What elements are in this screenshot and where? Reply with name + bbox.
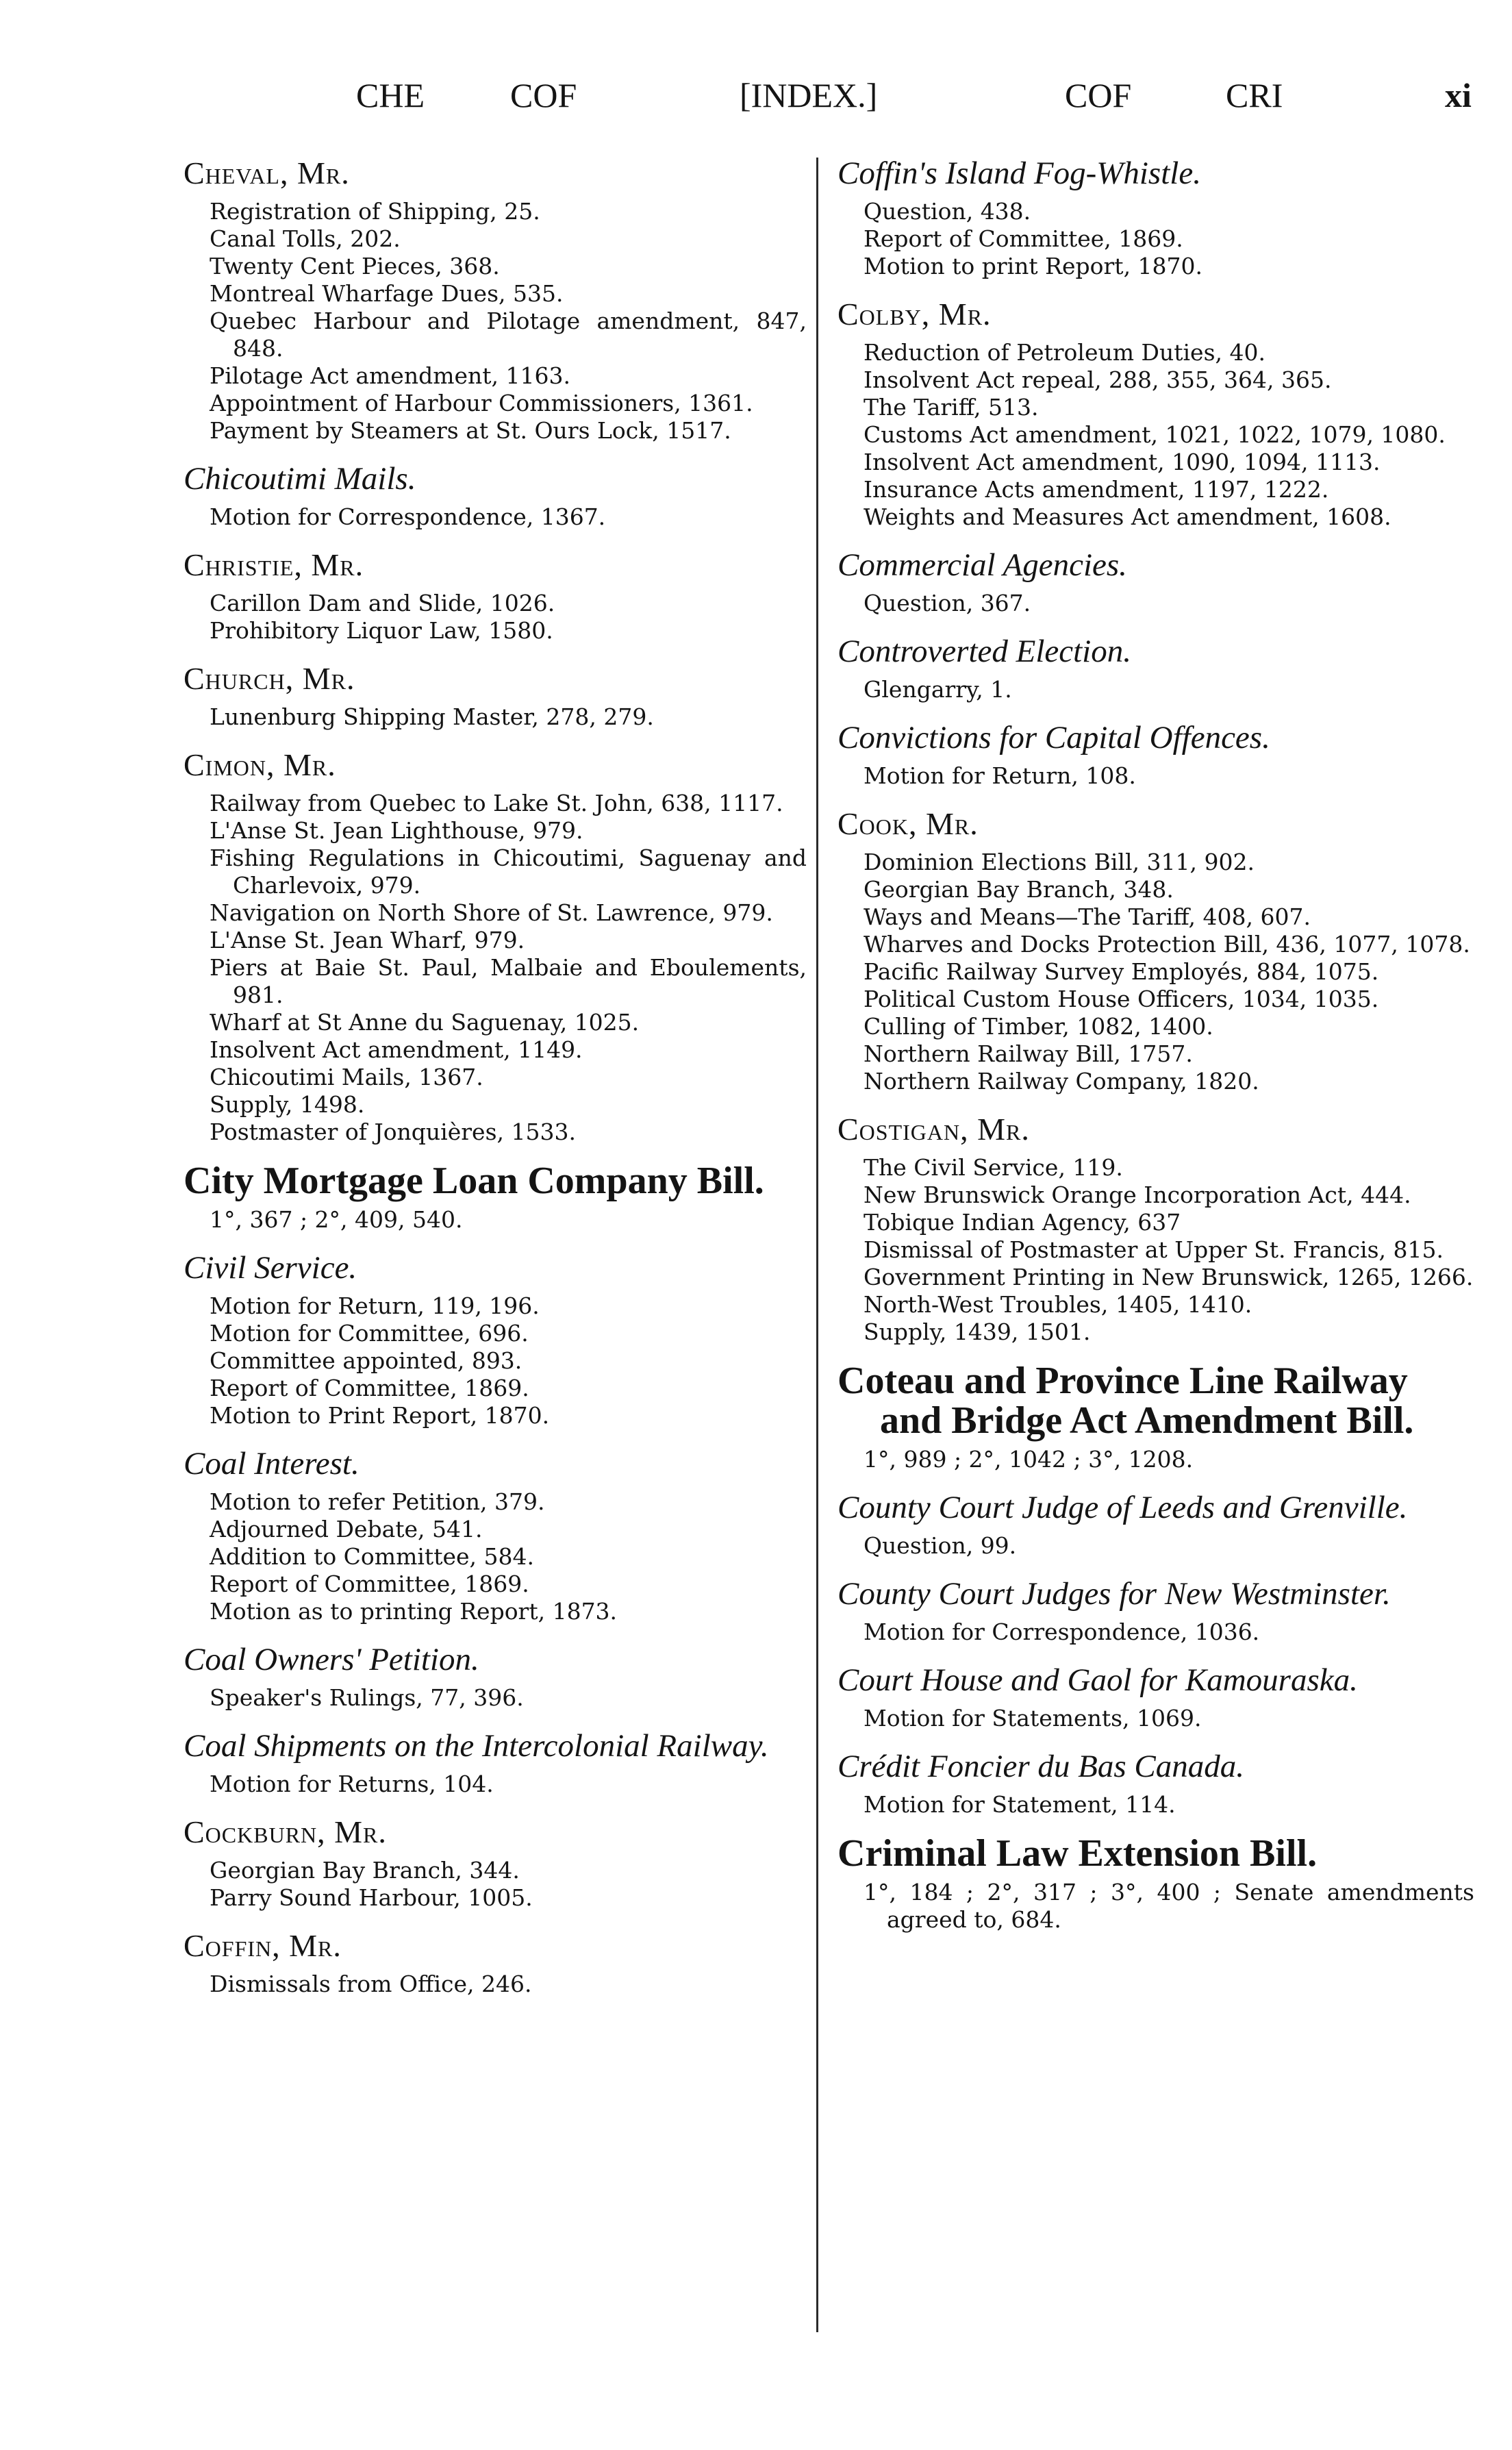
index-section [184,1445,807,1625]
index-section [184,1249,807,1429]
index-heading: Chicoutimi Mails. [184,461,416,497]
index-section [184,154,807,445]
entry-list [184,503,807,531]
index-entry: Wharf at St Anne du Saguenay, 1025. [210,1009,640,1036]
index-heading: Coffin, Mr. [184,1928,342,1963]
index-entry: Lunenburg Shipping Master, 278, 279. [210,703,654,730]
index-entry: Motion for Committee, 696. [210,1320,529,1347]
index-entry: Northern Railway Bill, 1757. [864,1040,1193,1067]
index-entry: Carillon Dam and Slide, 1026. [210,590,555,616]
entry-list [837,1154,1474,1346]
index-entry: The Civil Service, 119. [864,1154,1123,1181]
index-entry: Quebec Harbour and Pilotage amendment, 847, 848. [210,308,807,362]
index-entry: Question, 438. [864,198,1031,225]
index-entry: Motion for Statement, 114. [864,1791,1176,1818]
index-entry: Adjourned Debate, 541. [210,1516,483,1542]
entry-list [184,198,807,445]
index-section [837,546,1474,617]
entry-list [184,1857,807,1912]
index-section [184,1813,807,1912]
index-entry: Chicoutimi Mails, 1367. [210,1064,483,1090]
index-heading: Church, Mr. [184,661,355,696]
index-heading: Christie, Mr. [184,547,364,582]
index-heading: Costigan, Mr. [837,1112,1030,1147]
index-entry: Insolvent Act amendment, 1090, 1094, 1113. [864,449,1381,475]
index-section [837,1747,1474,1818]
entry-list [184,1971,807,1998]
header-right-from: COF [1065,76,1132,114]
entry-list [837,1446,1474,1473]
index-entry: Georgian Bay Branch, 344. [210,1857,520,1884]
index-entry: Customs Act amendment, 1021, 1022, 1079, 1080. [864,421,1446,448]
index-entry: Government Printing in New Brunswick, 1265, 1266. [864,1264,1474,1290]
left-column [184,154,807,2013]
index-entry: Pacific Railway Survey Employés, 884, 1075. [864,958,1379,985]
index-section [837,154,1474,280]
index-entry: Northern Railway Company, 1820. [864,1068,1259,1095]
entry-list [837,762,1474,790]
index-entry: Weights and Measures Act amendment, 1608. [864,503,1391,530]
index-entry: Dismissal of Postmaster at Upper St. Francis, 815. [864,1236,1444,1263]
entry-list [837,198,1474,280]
index-section [837,1361,1474,1473]
index-section [837,1575,1474,1646]
index-section [837,1110,1474,1346]
entry-list [837,1791,1474,1818]
index-entry: Twenty Cent Pieces, 368. [210,253,500,279]
entry-list [184,1488,807,1625]
index-entry: L'Anse St. Jean Lighthouse, 979. [210,817,583,844]
index-entry: Appointment of Harbour Commissioners, 1361. [210,390,753,416]
entry-list [837,1618,1474,1646]
entry-list [184,590,807,645]
index-entry: Motion for Statements, 1069. [864,1705,1202,1732]
index-entry: L'Anse St. Jean Wharf, 979. [210,927,525,953]
index-heading: Civil Service. [184,1250,357,1286]
index-entry: Question, 367. [864,590,1031,616]
index-heading: Court House and Gaol for Kamouraska. [837,1662,1358,1698]
index-entry: Insolvent Act repeal, 288, 355, 364, 365. [864,366,1332,393]
index-entry: Payment by Steamers at St. Ours Lock, 1517. [210,417,731,444]
index-section [184,746,807,1146]
index-entry: Railway from Quebec to Lake St. John, 638, 1117. [210,790,783,816]
index-entry: Motion to Print Report, 1870. [210,1402,550,1429]
index-entry: Glengarry, 1. [864,676,1012,703]
entry-list [837,339,1474,531]
entry-list [184,1292,807,1429]
index-entry: Speaker's Rulings, 77, 396. [210,1684,524,1711]
index-entry: Question, 99. [864,1532,1017,1559]
index-heading: Criminal Law Extension Bill. [837,1832,1318,1875]
index-heading: Coteau and Province Line Railway and Bridge Act Amendment Bill. [837,1360,1414,1442]
header-left-to: COF [510,76,577,114]
header-right-to: CRI [1226,76,1283,114]
index-heading: Cheval, Mr. [184,155,350,190]
index-entry: Piers at Baie St. Paul, Malbaie and Eboulements, 981. [210,954,807,1008]
entry-list [837,1705,1474,1732]
entry-list [837,676,1474,703]
index-entry: Ways and Means—The Tariff, 408, 607. [864,903,1311,930]
page-header [0,75,1512,130]
index-heading: Colby, Mr. [837,297,992,332]
index-entry: North-West Troubles, 1405, 1410. [864,1291,1252,1318]
index-section [837,1834,1474,1934]
index-entry: Motion as to printing Report, 1873. [210,1598,618,1625]
index-heading: Coal Shipments on the Intercolonial Railway. [184,1728,769,1764]
index-heading: Coal Owners' Petition. [184,1642,479,1677]
index-entry: Committee appointed, 893. [210,1347,522,1374]
index-entry: Navigation on North Shore of St. Lawrence, 979. [210,899,773,926]
index-entry: Canal Tolls, 202. [210,225,401,252]
entry-list [837,1879,1474,1934]
entry-list [184,1206,807,1234]
index-entry: The Tariff, 513. [864,394,1039,421]
index-section [837,295,1474,531]
index-section [184,546,807,645]
index-section [837,805,1474,1095]
index-heading: Cockburn, Mr. [184,1814,387,1849]
index-section [184,660,807,731]
index-section [837,1661,1474,1732]
index-entry: Registration of Shipping, 25. [210,198,540,225]
index-entry: Report of Committee, 1869. [210,1571,529,1597]
index-entry: Motion to refer Petition, 379. [210,1488,545,1515]
index-entry: Dismissals from Office, 246. [210,1971,532,1997]
index-entry: Motion for Return, 119, 196. [210,1292,540,1319]
index-heading: Coal Interest. [184,1446,360,1482]
index-entry: Fishing Regulations in Chicoutimi, Saguenay and Charlevoix, 979. [210,845,807,899]
index-heading: Convictions for Capital Offences. [837,720,1270,755]
index-entry: Wharves and Docks Protection Bill, 436, 1077, 1078. [864,931,1470,958]
header-left-from: CHE [356,76,425,114]
entry-list [837,590,1474,617]
index-entry: Political Custom House Officers, 1034, 1035. [864,986,1379,1012]
index-entry: Pilotage Act amendment, 1163. [210,362,570,389]
index-entry: New Brunswick Orange Incorporation Act, 444. [864,1182,1411,1208]
page-number: xi [1445,76,1472,114]
index-entry: Parry Sound Harbour, 1005. [210,1884,533,1911]
index-heading: County Court Judge of Leeds and Grenville. [837,1490,1408,1525]
index-section [837,718,1474,790]
column-divider [816,158,818,2332]
index-heading: Cimon, Mr. [184,747,336,782]
index-entry: Supply, 1439, 1501. [864,1318,1091,1345]
right-column [837,154,1474,1949]
index-entry: Motion for Correspondence, 1367. [210,503,606,530]
index-entry: Postmaster of Jonquières, 1533. [210,1118,576,1145]
index-entry: Insolvent Act amendment, 1149. [210,1036,583,1063]
index-heading: Crédit Foncier du Bas Canada. [837,1749,1244,1784]
entry-list [184,703,807,731]
index-section [184,1727,807,1798]
index-heading: Controverted Election. [837,634,1131,669]
index-entry: Report of Committee, 1869. [210,1375,529,1401]
index-entry: Culling of Timber, 1082, 1400. [864,1013,1213,1040]
index-section [184,1927,807,1998]
index-entry: 1°, 184 ; 2°, 317 ; 3°, 400 ; Senate amendments agreed to, 684. [864,1879,1474,1933]
entry-list [184,790,807,1146]
index-entry: Reduction of Petroleum Duties, 40. [864,339,1265,366]
entry-list [184,1684,807,1712]
index-heading: City Mortgage Loan Company Bill. [184,1160,764,1202]
index-heading: Cook, Mr. [837,806,979,841]
index-entry: 1°, 989 ; 2°, 1042 ; 3°, 1208. [864,1446,1194,1473]
index-entry: Montreal Wharfage Dues, 535. [210,280,564,307]
index-entry: 1°, 367 ; 2°, 409, 540. [210,1206,463,1233]
index-entry: Motion for Return, 108. [864,762,1136,789]
index-section [184,1161,807,1234]
index-section [837,1488,1474,1560]
index-entry: Motion for Correspondence, 1036. [864,1618,1260,1645]
index-section [184,460,807,531]
index-entry: Insurance Acts amendment, 1197, 1222. [864,476,1329,503]
header-center: [INDEX.] [740,76,878,114]
index-entry: Prohibitory Liquor Law, 1580. [210,617,553,644]
index-entry: Georgian Bay Branch, 348. [864,876,1174,903]
entry-list [184,1771,807,1798]
entry-list [837,1532,1474,1560]
index-section [837,632,1474,703]
entry-list [837,849,1474,1095]
index-heading: Coffin's Island Fog-Whistle. [837,155,1201,191]
index-entry: Motion for Returns, 104. [210,1771,494,1797]
index-heading: County Court Judges for New Westminster. [837,1576,1391,1612]
index-entry: Motion to print Report, 1870. [864,253,1203,279]
index-entry: Report of Committee, 1869. [864,225,1183,252]
index-entry: Addition to Committee, 584. [210,1543,534,1570]
index-heading: Commercial Agencies. [837,547,1127,583]
index-section [184,1640,807,1712]
index-entry: Dominion Elections Bill, 311, 902. [864,849,1255,875]
index-entry: Tobique Indian Agency, 637 [864,1209,1181,1236]
index-entry: Supply, 1498. [210,1091,365,1118]
